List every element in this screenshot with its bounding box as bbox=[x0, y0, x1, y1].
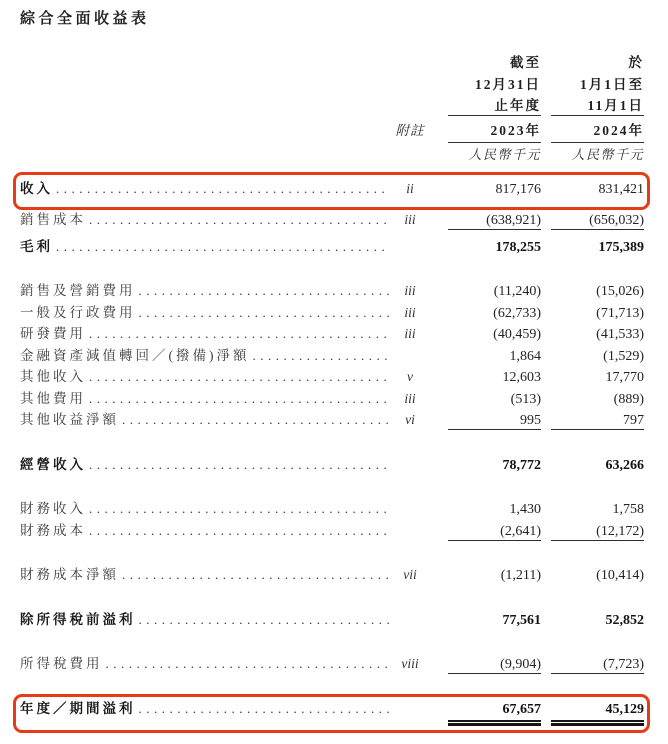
row-value-2023: (513) bbox=[510, 391, 541, 407]
table-row bbox=[0, 653, 668, 675]
row-label: 財務成本 bbox=[20, 522, 86, 538]
dot-leader bbox=[139, 302, 391, 324]
row-value-2023: 77,561 bbox=[502, 612, 541, 628]
notes-column-header: 附註 bbox=[395, 123, 425, 138]
row-value-2024: 45,129 bbox=[551, 699, 644, 722]
dot-leader bbox=[89, 498, 390, 520]
row-label: 銷售成本 bbox=[20, 212, 86, 227]
row-label: 一般及行政費用 bbox=[20, 304, 136, 320]
row-value-2024: 797 bbox=[551, 410, 644, 430]
row-note: v bbox=[407, 369, 413, 384]
row-value-2023: 995 bbox=[448, 410, 541, 430]
row-value-2024: (12,172) bbox=[551, 521, 644, 541]
dot-leader bbox=[89, 388, 390, 410]
row-note: viii bbox=[401, 656, 419, 671]
row-label: 金融資產減值轉回／(撥備)淨額 bbox=[20, 347, 250, 363]
row-label: 其他收入 bbox=[20, 369, 86, 384]
row-value-2023: 178,255 bbox=[495, 239, 541, 255]
table-row bbox=[0, 388, 668, 410]
row-note: iii bbox=[404, 212, 416, 227]
dot-leader bbox=[89, 520, 390, 542]
header-col1-period-2: 12月31日 bbox=[475, 77, 541, 92]
row-value-2023: (1,211) bbox=[500, 568, 541, 583]
table-row bbox=[0, 609, 668, 631]
table-row bbox=[0, 366, 668, 388]
row-value-2024: (656,032) bbox=[551, 210, 644, 230]
dot-leader bbox=[139, 609, 391, 631]
row-value-2024: 831,421 bbox=[598, 182, 644, 197]
header-year-row bbox=[0, 118, 668, 144]
row-label: 其他收益淨額 bbox=[20, 412, 119, 427]
row-label: 財務收入 bbox=[20, 501, 86, 516]
dot-leader bbox=[56, 178, 390, 200]
row-value-2024: (41,533) bbox=[596, 327, 644, 342]
row-note: vi bbox=[405, 412, 415, 427]
table-body bbox=[0, 166, 668, 719]
table-row bbox=[0, 498, 668, 520]
row-note: vii bbox=[403, 567, 417, 582]
dot-leader bbox=[89, 454, 390, 476]
row-label: 財務成本淨額 bbox=[20, 567, 119, 582]
row-value-2024: (15,026) bbox=[596, 284, 644, 299]
header-period-line-2 bbox=[0, 74, 668, 96]
header-unit-row bbox=[0, 144, 668, 166]
row-note: iii bbox=[404, 390, 416, 406]
row-value-2024: (71,713) bbox=[596, 305, 644, 321]
row-value-2024: 17,770 bbox=[605, 370, 644, 385]
row-value-2023: (11,240) bbox=[493, 284, 541, 299]
row-label: 毛利 bbox=[20, 238, 53, 254]
row-value-2023: 1,864 bbox=[509, 348, 541, 364]
row-value-2024: (889) bbox=[613, 391, 644, 407]
header-col1-unit: 人民幣千元 bbox=[468, 147, 541, 162]
row-note: iii bbox=[404, 283, 416, 298]
row-label: 經營收入 bbox=[20, 456, 86, 472]
row-note: ii bbox=[406, 181, 414, 196]
row-value-2023: 12,603 bbox=[502, 370, 541, 385]
dot-leader bbox=[122, 409, 390, 431]
header-col1-period-3: 止年度 bbox=[448, 96, 541, 116]
row-label: 其他費用 bbox=[20, 390, 86, 406]
row-note: iii bbox=[404, 326, 416, 341]
row-value-2023: 78,772 bbox=[502, 457, 541, 473]
row-value-2024: (7,723) bbox=[551, 654, 644, 674]
header-col2-period-1: 於 bbox=[628, 55, 644, 70]
row-value-2023: (62,733) bbox=[493, 305, 541, 321]
table-row bbox=[0, 520, 668, 542]
header-col2-period-3: 11月1日 bbox=[551, 96, 644, 116]
table-row bbox=[0, 564, 668, 586]
table-row bbox=[0, 454, 668, 476]
table-row bbox=[0, 209, 668, 231]
dot-leader bbox=[106, 653, 391, 675]
table-row bbox=[0, 302, 668, 324]
header-col2-period-2: 1月1日至 bbox=[580, 77, 644, 92]
header-col1-year: 2023年 bbox=[448, 119, 541, 143]
row-value-2024: 63,266 bbox=[605, 457, 644, 473]
row-value-2023: (638,921) bbox=[448, 210, 541, 230]
row-note: iii bbox=[404, 304, 416, 320]
table-header bbox=[0, 52, 668, 166]
row-value-2023: (2,641) bbox=[448, 521, 541, 541]
row-label: 收入 bbox=[20, 181, 53, 196]
header-period-line-1 bbox=[0, 52, 668, 74]
row-label: 所得稅費用 bbox=[20, 656, 103, 671]
header-col2-year: 2024年 bbox=[551, 119, 644, 143]
row-value-2023: 1,430 bbox=[509, 502, 541, 517]
table-row bbox=[0, 409, 668, 431]
row-label: 銷售及營銷費用 bbox=[20, 283, 136, 298]
row-value-2024: 175,389 bbox=[598, 239, 644, 255]
row-label: 年度／期間溢利 bbox=[20, 700, 136, 716]
table-row bbox=[0, 280, 668, 302]
page-title: 綜合全面收益表 bbox=[20, 10, 150, 27]
table-row bbox=[0, 323, 668, 345]
row-value-2024: (10,414) bbox=[596, 568, 644, 583]
row-label: 除所得稅前溢利 bbox=[20, 611, 136, 627]
dot-leader bbox=[122, 564, 390, 586]
dot-leader bbox=[139, 280, 391, 302]
table-row bbox=[0, 236, 668, 258]
row-label: 研發費用 bbox=[20, 326, 86, 341]
header-period-line-3 bbox=[0, 96, 668, 118]
dot-leader bbox=[89, 323, 390, 345]
dot-leader bbox=[139, 698, 391, 720]
row-value-2023: (40,459) bbox=[493, 327, 541, 342]
row-value-2023: 67,657 bbox=[448, 699, 541, 722]
row-value-2024: 1,758 bbox=[612, 502, 644, 517]
table-row bbox=[0, 345, 668, 367]
dot-leader bbox=[56, 236, 390, 258]
table-row bbox=[0, 698, 668, 720]
row-value-2024: (1,529) bbox=[603, 348, 644, 364]
header-col1-period-1: 截至 bbox=[510, 55, 541, 70]
dot-leader bbox=[89, 209, 390, 231]
row-value-2024: 52,852 bbox=[605, 612, 644, 628]
row-value-2023: 817,176 bbox=[495, 182, 541, 197]
table-row bbox=[0, 178, 668, 200]
dot-leader bbox=[89, 366, 390, 388]
header-col2-unit: 人民幣千元 bbox=[571, 147, 644, 162]
dot-leader bbox=[253, 345, 391, 367]
row-value-2023: (9,904) bbox=[448, 654, 541, 674]
